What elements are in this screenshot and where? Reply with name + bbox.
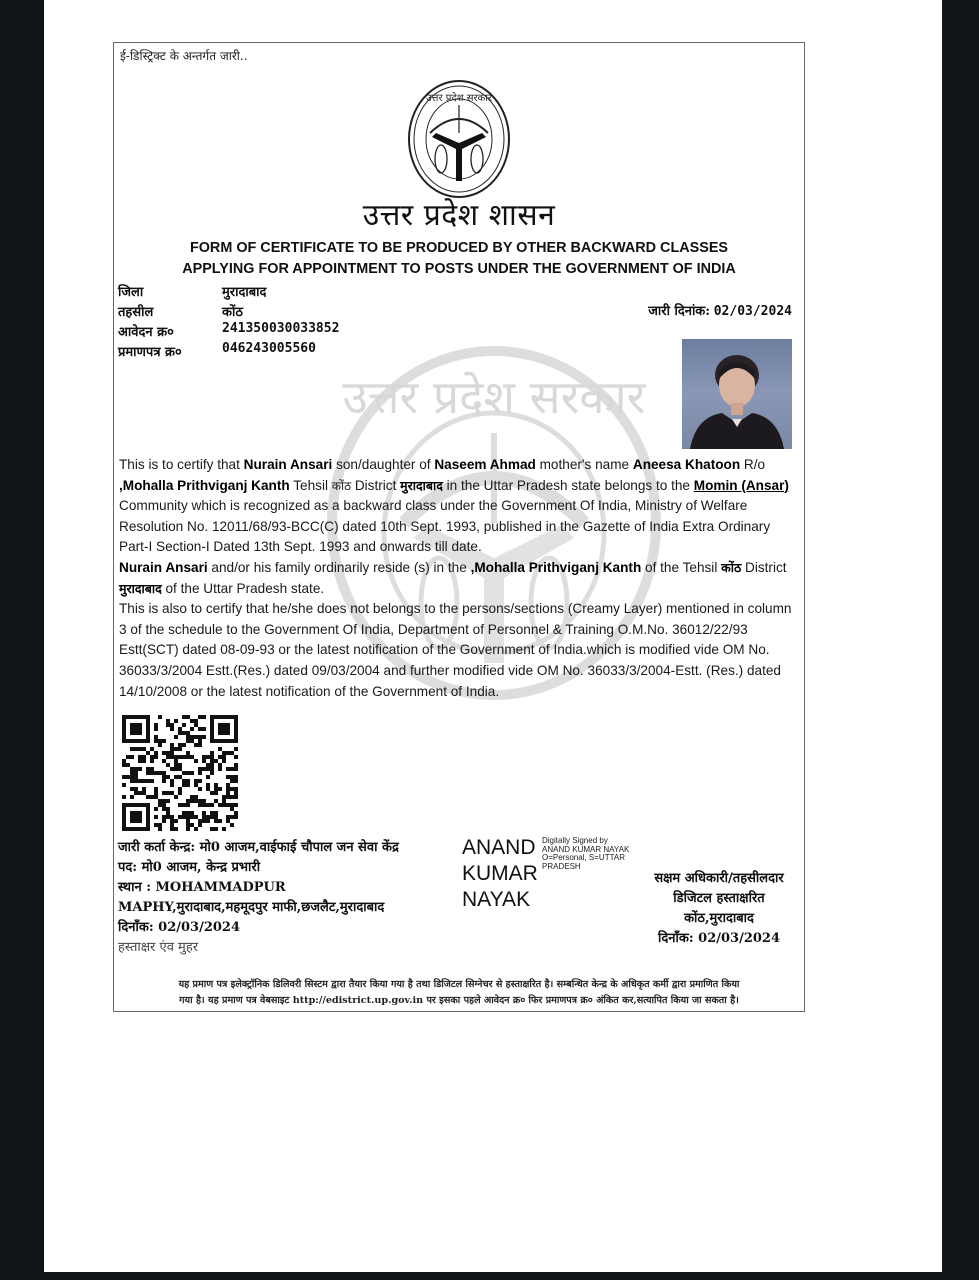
officer-signed: डिजिटल हस्ताक्षरित: [673, 891, 765, 906]
heading-line-1: FORM OF CERTIFICATE TO BE PRODUCED BY OTHER BACKWARD CLASSES: [189, 240, 729, 256]
officer-title: सक्षम अधिकारी/तहसीलदार: [654, 871, 784, 886]
digital-signature: [462, 835, 630, 913]
applicant-name: Nurain Ansari: [243, 457, 333, 472]
person-photo-icon: [682, 339, 792, 449]
state-title: उत्तर प्रदेश शासन: [362, 198, 556, 233]
father-name: Naseem Ahmad: [434, 457, 536, 472]
tehsil-inline: कोंठ: [331, 478, 352, 493]
officer-block: [634, 869, 804, 949]
signer-name-line2: KUMAR: [462, 862, 538, 885]
issuer-place-line1: स्थान : MOHAMMADPUR: [118, 880, 286, 895]
address: ,Mohalla Prithviganj Kanth: [119, 477, 290, 493]
signature-details: [542, 837, 662, 871]
issuer-post: पद: मो0 आजम, केन्द्र प्रभारी: [118, 860, 261, 875]
issue-date-label: जारी दिनांक:: [648, 304, 711, 319]
footer-note: [114, 977, 804, 1009]
district-inline-2: मुरादाबाद: [119, 580, 162, 596]
paragraph-3: This is also to certify that he/she does not belongs to the persons/sections (Creamy Layer) mentioned in column 3 of the schedule to the Government Of India, Department of Personnel & Training O.M.No. 36012/22/93 Estt(SCT) dated 08-09-93 or the latest notification of the Government of India.which is modified vide OM No. 36033/3/2004 Estt.(Res.) dated 09/03/2004 and further modified vide OM No. 36033/3/2004-Estt. (Res.) dated 14/10/2008 or the latest notification of the Government of India.: [119, 601, 792, 699]
officer-date: दिनाँक: 02/03/2024: [657, 931, 781, 946]
signature-note-4: PRADESH: [542, 861, 581, 871]
issuer-place-line2: MAPHY,मुरादाबाद,महमूदपुर माफी,छजलैट,मुरादाबाद: [118, 900, 385, 915]
signer-name-line3: NAYAK: [462, 888, 531, 911]
footer-line-1: यह प्रमाण पत्र इलेक्ट्रॉनिक डिलिवरी सिस्टम द्वारा तैयार किया गया है तथा डिजिटल सिग्नेचर से हस्ताक्षरित है। सम्बन्धित केन्द्र के अधिकृत कर्मी द्वारा प्रमाणित किया: [178, 979, 740, 990]
certificate-label: प्रमाणपत्र क्र०: [118, 345, 182, 360]
tehsil-inline-2: कोंठ: [721, 559, 742, 575]
qr-code-icon[interactable]: [122, 715, 238, 831]
district-value: मुरादाबाद: [222, 285, 267, 300]
up-emblem-icon: [404, 77, 514, 201]
certificate: [113, 42, 805, 1012]
footer-line-2: गया है। यह प्रमाण पत्र वेबसाइट http://edistrict.up.gov.in पर इसका पहले आवेदन क्र० फिर प्रमाणपत्र क्र० अंकित कर,सत्यापित किया जा सकता है।: [179, 995, 739, 1006]
signature-note-2: ANAND KUMAR NAYAK: [542, 844, 630, 854]
address-2: ,Mohalla Prithviganj Kanth: [470, 559, 642, 575]
tehsil-value: कोंठ: [222, 305, 243, 320]
heading-line-2: APPLYING FOR APPOINTMENT TO POSTS UNDER THE GOVERNMENT OF INDIA: [182, 261, 736, 277]
issuer-center: जारी कर्ता केन्द्र: मो0 आजम,वाईफाई चौपाल जन सेवा केंद्र: [118, 840, 399, 855]
signature-note: हस्ताक्षर एंव मुहर: [118, 940, 199, 955]
application-number: 241350030033852: [222, 321, 340, 336]
issuer-date: दिनाँक: 02/03/2024: [118, 920, 241, 935]
applicant-photo: [682, 339, 792, 449]
officer-place: कोंठ,मुरादाबाद: [684, 911, 754, 926]
top-note: ई-डिस्ट्रिक्ट के अन्तर्गत जारी..: [120, 49, 248, 63]
applicant-name-2: Nurain Ansari: [119, 559, 208, 575]
certificate-number: 046243005560: [222, 341, 316, 356]
signature-note-3: O=Personal, S=UTTAR: [542, 853, 625, 862]
paragraph-1: This is to certify that Nurain Ansari son/daughter of Naseem Ahmad mother's name Aneesa Khatoon R/o ,Mohalla Prithviganj Kanth Tehsil कोंठ District मुरादाबाद in the Uttar Pradesh state belongs to the Momin (Ansar) Community which is recognized as a backward class under the Government Of India, Ministry of Welfare Resolution No. 12011/68/93-BCC(C) dated 10th Sept. 1993, published in the Gazette of India Extra Ordinary Part-I Section-I Dated 13th Sept. 1993 and onwards till date.: [119, 457, 789, 555]
issuer-block: [118, 838, 399, 958]
qr-modules: [122, 715, 238, 831]
district-inline: मुरादाबाद: [400, 477, 443, 493]
tehsil-label: तहसील: [118, 305, 154, 320]
watermark-text: उत्तर प्रदेश सरकार: [342, 370, 646, 424]
application-label: आवेदन क्र०: [118, 325, 174, 340]
paragraph-2: Nurain Ansari and/or his family ordinarily reside (s) in the ,Mohalla Prithviganj Kanth of the Tehsil कोंठ District मुरादाबाद of the Uttar Pradesh state.: [119, 559, 787, 596]
issue-date: [648, 301, 792, 319]
signature-note-1: Digitally Signed by: [542, 836, 608, 845]
certificate-body: [119, 455, 801, 702]
issue-date-value: 02/03/2024: [713, 304, 792, 319]
district-label: जिला: [118, 285, 144, 300]
emblem-text: उत्तर प्रदेश सरकार: [426, 93, 492, 104]
community: Momin (Ansar): [693, 477, 789, 493]
mother-name: Aneesa Khatoon: [632, 457, 741, 472]
signer-name-line1: ANAND: [462, 836, 536, 859]
